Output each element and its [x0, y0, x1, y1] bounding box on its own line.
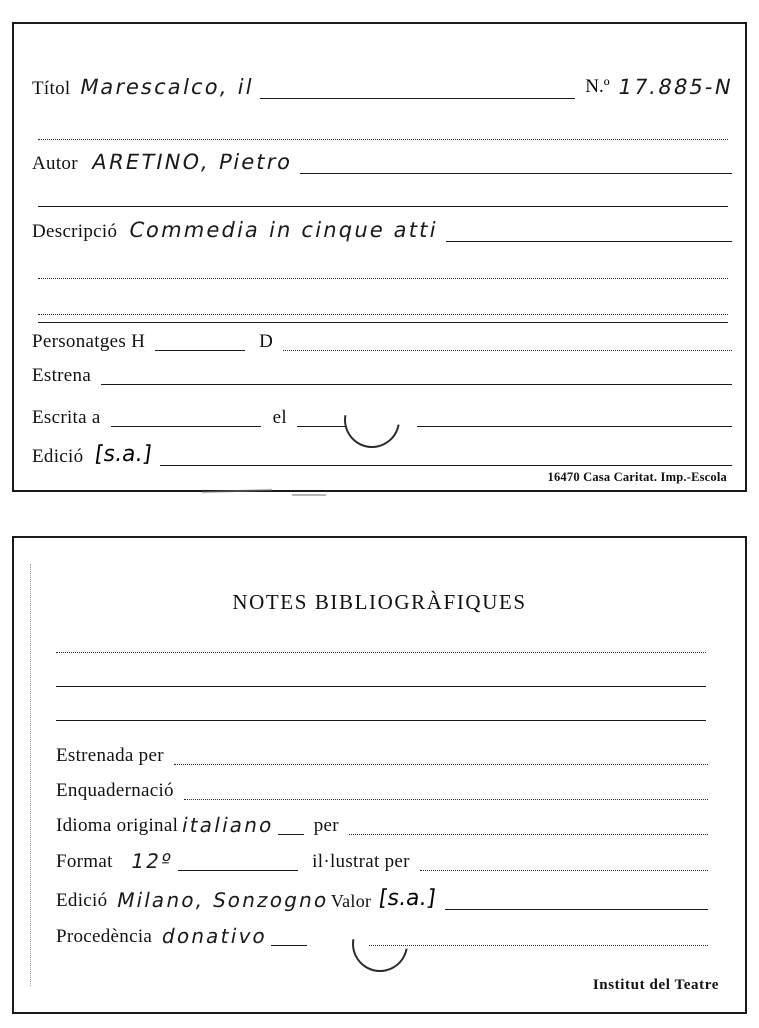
label-idioma-original: Idioma original — [56, 815, 179, 836]
rule-personatges-d — [283, 350, 732, 351]
smudge-mark-1 — [202, 489, 272, 493]
field-row-enquadernacio — [56, 781, 708, 803]
rule-procedencia-1 — [271, 945, 307, 946]
value-titol: Marescalco, il — [78, 75, 257, 99]
rule-idioma-per — [349, 834, 708, 835]
rule-notes-3 — [56, 720, 706, 721]
label-personatges-d: D — [259, 331, 274, 352]
rule-estrenada-per — [174, 764, 708, 765]
field-row-autor — [32, 152, 732, 176]
value-valor: [s.a.] — [377, 886, 438, 911]
rule-procedencia-2 — [369, 945, 708, 946]
field-row-idioma — [56, 815, 708, 838]
field-row-edicio — [32, 442, 732, 469]
label-descripcio: Descripció — [32, 221, 118, 242]
catalog-card-top — [12, 22, 747, 492]
label-edicio: Edició — [32, 446, 84, 467]
field-row-descripcio — [32, 220, 732, 244]
value-number: 17.885-N — [615, 75, 735, 99]
catalog-card-bottom — [12, 536, 747, 1014]
label-titol: Títol — [32, 78, 71, 99]
rule-titol-under — [38, 139, 728, 140]
label-idioma-per: per — [313, 815, 339, 836]
section-title: NOTES BIBLIOGRÀFIQUES — [232, 590, 527, 614]
rule-descripcio-3 — [38, 314, 728, 315]
value-descripcio: Commedia in cinque atti — [127, 218, 441, 242]
smudge-mark-2 — [292, 494, 326, 496]
rule-enquadernacio — [184, 799, 708, 800]
rule-titol — [260, 98, 575, 99]
rule-notes-2 — [56, 686, 706, 687]
label-valor: Valor — [330, 891, 372, 911]
value-autor: ARETINO, Pietro — [89, 150, 295, 174]
rule-estrena — [101, 384, 732, 385]
label-edicio-bottom: Edició — [56, 890, 108, 911]
institution-name: Institut del Teatre — [592, 977, 719, 993]
rule-personatges-h — [155, 350, 245, 351]
label-estrena: Estrena — [32, 365, 92, 386]
label-estrenada-per: Estrenada per — [56, 745, 164, 766]
label-number: N.º — [585, 76, 610, 97]
label-enquadernacio: Enquadernació — [56, 780, 174, 801]
printer-note: 16470 Casa Caritat. Imp.-Escola — [547, 470, 727, 484]
label-autor: Autor — [32, 153, 78, 174]
inner-left-rule — [30, 564, 31, 986]
field-row-titol — [32, 75, 735, 101]
value-format: 12º — [128, 849, 175, 873]
field-row-format — [56, 851, 708, 874]
value-edicio: [s.a.] — [93, 442, 154, 467]
rule-descripcio-2 — [38, 278, 728, 279]
field-row-estrena — [32, 366, 732, 388]
field-row-edicio-bottom — [56, 886, 708, 913]
label-personatges-h: Personatges H — [32, 331, 146, 352]
rule-escrita-el-1 — [297, 426, 347, 427]
rule-illustrat-per — [420, 870, 708, 871]
rule-edicio-bottom — [445, 909, 708, 910]
rule-escrita-el-2 — [417, 426, 732, 427]
rule-autor-under — [38, 206, 728, 207]
rule-idioma — [278, 834, 304, 835]
label-escrita-el: el — [272, 407, 287, 428]
label-escrita-a: Escrita a — [32, 407, 101, 428]
rule-edicio — [160, 465, 732, 466]
rule-autor — [300, 173, 732, 174]
label-procedencia: Procedència — [56, 926, 153, 947]
label-illustrat-per: il·lustrat per — [312, 851, 410, 872]
rule-notes-1 — [56, 652, 706, 653]
value-idioma-original: italiano — [180, 813, 277, 837]
value-edicio-bottom: Milano, Sonzogno — [115, 888, 332, 912]
rule-escrita-a — [111, 426, 261, 427]
rule-descripcio — [446, 241, 732, 242]
field-row-personatges — [32, 332, 732, 354]
label-format: Format — [56, 851, 113, 872]
field-row-estrenada-per — [56, 746, 708, 768]
rule-descripcio-4 — [38, 322, 728, 323]
value-procedencia: donativo — [160, 924, 270, 948]
handwritten-arc-bottom — [341, 905, 419, 983]
rule-format — [178, 870, 298, 871]
